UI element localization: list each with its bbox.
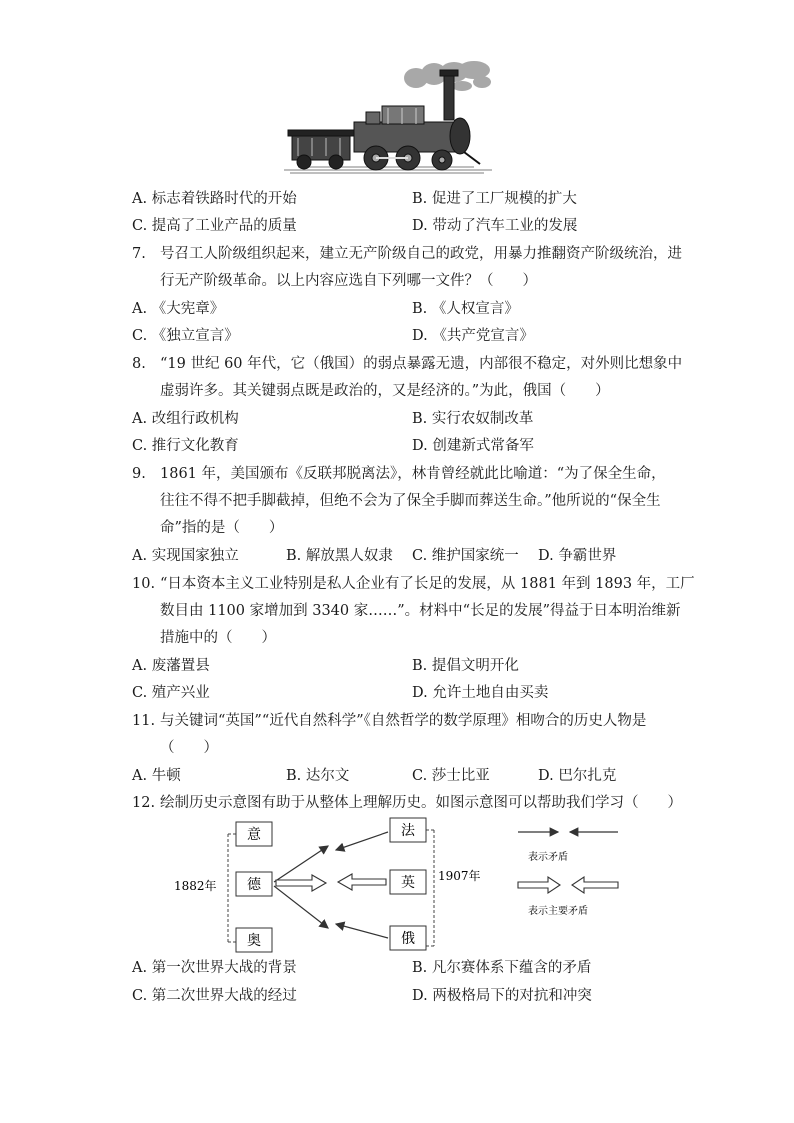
q9-stem-line-1: 1861 年，美国颁布《反联邦脱离法》，林肯曾经就此比喻道：“为了保全生命， (160, 466, 666, 482)
option-text: 提倡文明开化 (431, 658, 519, 674)
option-letter: D. (538, 548, 554, 564)
option-letter: D. (412, 438, 428, 454)
option-text: 牛顿 (151, 768, 181, 784)
q11-option-b[interactable] (286, 766, 349, 786)
q10-option-b[interactable] (412, 656, 519, 676)
q7-stem-line-2: 行无产阶级革命。以上内容应选自下列哪一文件？（ ） (160, 273, 537, 289)
tender-car (288, 130, 354, 169)
q8-stem-line-1: “19 世纪 60 年代，它（俄国）的弱点暴露无遗，内部很不稳定，对外则比想象中 (160, 356, 683, 372)
option-letter: C. (132, 988, 148, 1004)
q11-stem-line-2: （ ） (160, 740, 218, 756)
option-text: 提高了工业产品的质量 (151, 218, 297, 234)
option-text: 殖产兴业 (151, 685, 210, 701)
option-text: 维护国家统一 (431, 548, 519, 564)
option-text: 推行文化教育 (151, 438, 239, 454)
option-text: 带动了汽车工业的发展 (432, 218, 578, 234)
label-austria: 奥 (247, 933, 261, 949)
option-letter: A. (132, 411, 148, 427)
option-letter: B. (412, 658, 428, 674)
option-text: 解放黑人奴隶 (305, 548, 393, 564)
q6-option-a[interactable] (132, 189, 297, 209)
q11-option-d[interactable] (538, 766, 616, 786)
q9-option-b[interactable] (286, 546, 393, 566)
option-text: 两极格局下的对抗和冲突 (432, 988, 592, 1004)
option-letter: C. (132, 218, 148, 234)
q10-option-c[interactable] (132, 683, 210, 703)
option-text: 巴尔扎克 (558, 768, 617, 784)
legend-main-symbol (518, 877, 618, 893)
q8-option-a[interactable] (132, 409, 239, 429)
q10-stem-line-2: 数目由 1100 家增加到 3340 家……”。材料中“长足的发展”得益于日本明治维新 (160, 603, 681, 619)
option-text: 第一次世界大战的背景 (151, 960, 297, 976)
alliances-diagram (172, 816, 624, 958)
option-text: 实行农奴制改革 (431, 411, 534, 427)
q7-option-c[interactable] (132, 326, 239, 346)
year-right: 1907年 (438, 869, 481, 883)
option-text: 《人权宣言》 (431, 301, 519, 317)
option-letter: D. (538, 768, 554, 784)
q9-option-a[interactable] (132, 546, 239, 566)
q11-number: 11. (132, 713, 156, 729)
q11-option-a[interactable] (132, 766, 181, 786)
legend-main-label: 表示主要矛盾 (528, 906, 588, 917)
year-left: 1882年 (174, 879, 217, 893)
q12-option-a[interactable] (132, 958, 297, 978)
q10-option-a[interactable] (132, 656, 210, 676)
q12-option-d[interactable] (412, 986, 592, 1006)
label-france: 法 (401, 823, 415, 839)
option-text: 改组行政机构 (151, 411, 239, 427)
q11-option-c[interactable] (412, 766, 490, 786)
option-letter: C. (412, 768, 428, 784)
option-text: 标志着铁路时代的开始 (151, 191, 297, 207)
option-text: 凡尔赛体系下蕴含的矛盾 (431, 960, 592, 976)
q8-number: 8. (132, 356, 146, 372)
q8-option-d[interactable] (412, 436, 534, 456)
option-letter: A. (132, 768, 148, 784)
q6-option-b[interactable] (412, 189, 577, 209)
option-letter: C. (132, 438, 148, 454)
option-text: 莎士比亚 (431, 768, 490, 784)
option-letter: C. (132, 328, 148, 344)
label-italy: 意 (247, 827, 261, 843)
option-text: 促进了工厂规模的扩大 (431, 191, 577, 207)
q8-option-c[interactable] (132, 436, 239, 456)
q9-stem-line-3: 命”指的是（ ） (160, 520, 284, 536)
option-text: 实现国家独立 (151, 548, 239, 564)
option-letter: D. (412, 218, 428, 234)
q7-option-a[interactable] (132, 299, 224, 319)
label-britain: 英 (401, 875, 415, 891)
label-russia: 俄 (401, 931, 415, 947)
q9-number: 9. (132, 466, 146, 482)
option-letter: B. (286, 768, 302, 784)
q11-stem-line-1: 与关键词“英国”“近代自然科学”《自然哲学的数学原理》相吻合的历史人物是 (160, 713, 647, 729)
option-letter: C. (412, 548, 428, 564)
option-letter: A. (132, 960, 148, 976)
option-letter: B. (412, 411, 428, 427)
option-letter: D. (412, 988, 428, 1004)
q9-stem-line-2: 往往不得不把手脚截掉，但绝不会为了保全手脚而葬送生命。”他所说的“保全生 (160, 493, 661, 509)
ground-shading (284, 167, 492, 173)
q6-option-d[interactable] (412, 216, 577, 236)
option-text: 第二次世界大战的经过 (151, 988, 297, 1004)
locomotive-illustration (284, 52, 492, 176)
option-letter: B. (412, 960, 428, 976)
label-germany: 德 (247, 877, 261, 893)
q12-option-c[interactable] (132, 986, 297, 1006)
option-text: 争霸世界 (558, 548, 617, 564)
q7-option-d[interactable] (412, 326, 534, 346)
option-text: 废藩置县 (151, 658, 210, 674)
option-letter: A. (132, 191, 148, 207)
q10-option-d[interactable] (412, 683, 548, 703)
option-text: 允许土地自由买卖 (432, 685, 549, 701)
option-text: 创建新式常备军 (432, 438, 534, 454)
option-letter: B. (412, 301, 428, 317)
option-letter: A. (132, 548, 148, 564)
option-text: 《大宪章》 (151, 301, 225, 317)
option-letter: D. (412, 685, 428, 701)
q10-stem-line-3: 措施中的（ ） (160, 630, 276, 646)
q6-option-c[interactable] (132, 216, 297, 236)
option-text: 《共产党宣言》 (432, 328, 534, 344)
option-letter: B. (412, 191, 428, 207)
q8-stem-line-2: 虚弱许多。其关键弱点既是政治的，又是经济的。”为此，俄国（ ） (160, 383, 610, 399)
q12-option-b[interactable] (412, 958, 591, 978)
q9-option-d[interactable] (538, 546, 616, 566)
option-text: 达尔文 (305, 768, 350, 784)
q7-number: 7. (132, 246, 146, 262)
q8-option-b[interactable] (412, 409, 533, 429)
q7-stem-line-1: 号召工人阶级组织起来，建立无产阶级自己的政党，用暴力推翻资产阶级统治，进 (160, 246, 682, 262)
option-text: 《独立宣言》 (151, 328, 239, 344)
option-letter: B. (286, 548, 302, 564)
main-contradiction-arrows (276, 874, 386, 891)
option-letter: A. (132, 658, 148, 674)
q10-number: 10. (132, 576, 156, 592)
option-letter: C. (132, 685, 148, 701)
q10-stem-line-1: “日本资本主义工业特别是私人企业有了长足的发展，从 1881 年到 1893 年，工厂 (160, 576, 695, 592)
q7-option-b[interactable] (412, 299, 519, 319)
q9-option-c[interactable] (412, 546, 519, 566)
option-letter: A. (132, 301, 148, 317)
legend-contradiction-label: 表示矛盾 (528, 852, 568, 863)
q12-stem-line-1: 绘制历史示意图有助于从整体上理解历史。如图示意图可以帮助我们学习（ ） (160, 795, 682, 811)
option-letter: D. (412, 328, 428, 344)
q12-number: 12. (132, 795, 156, 811)
